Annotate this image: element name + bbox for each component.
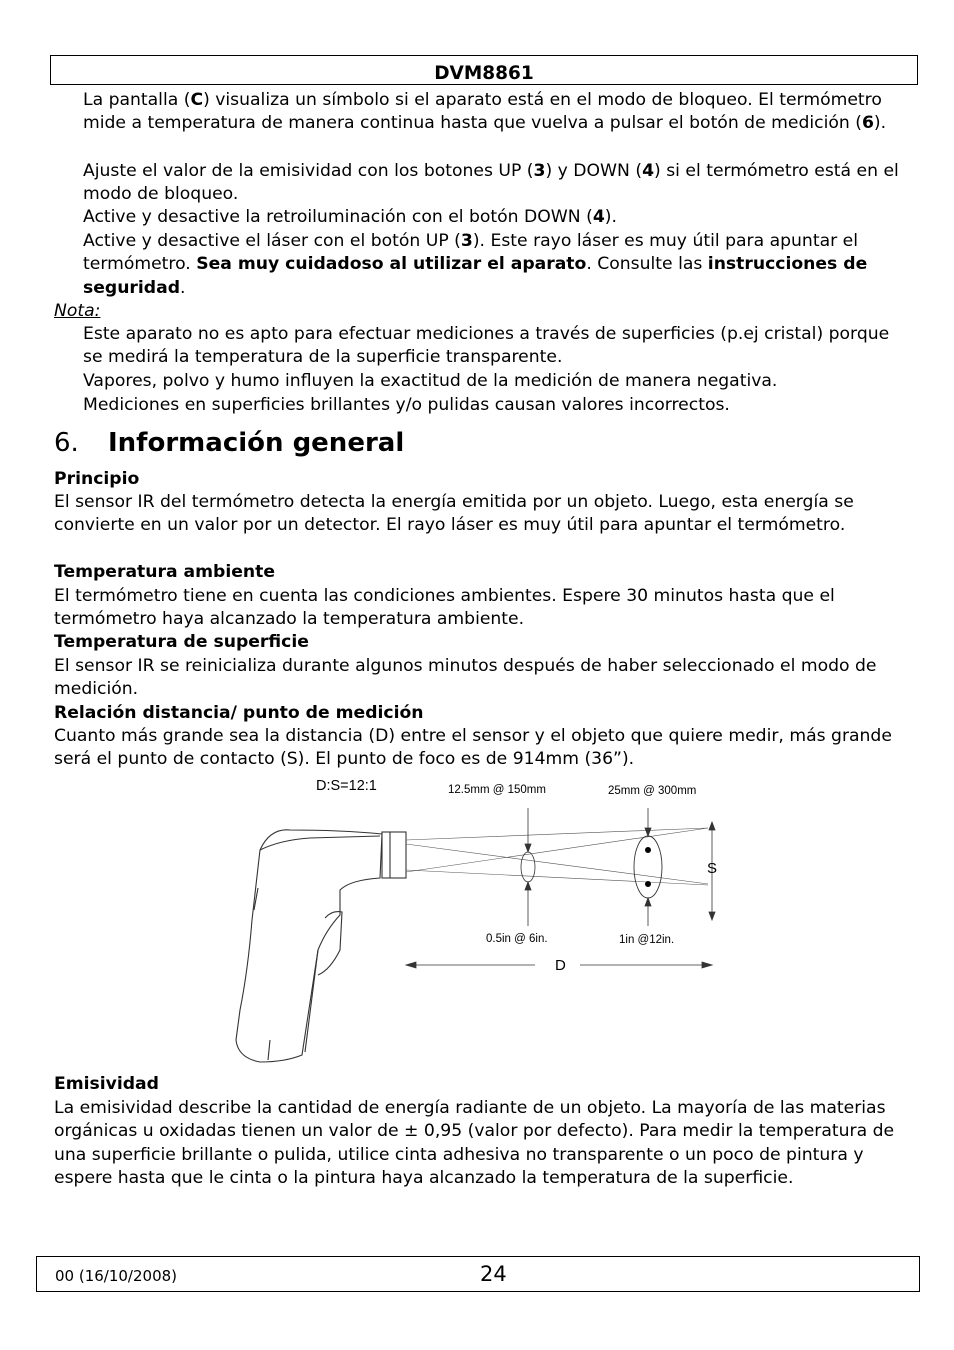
beam-lines — [406, 828, 708, 885]
text-emisividad: La emisividad describe la cantidad de energía radiante de un objeto. La mayoría de las materias orgánicas u oxidadas tienen un valor de ± 0,95 (valor por defecto). Para medir la temperatura de una superficie brillante o pulida, utilice cinta adhesiva no transparente o un poco de pintura y espere hasta que le cinta o la pintura haya alcanzado la temperatura de la superficie. — [54, 1098, 895, 1189]
spot-near-mm-label: 12.5mm @ 150mm — [448, 784, 546, 796]
model-title: DVM8861 — [434, 63, 534, 84]
paragraph-emissivity-adjust — [83, 160, 913, 207]
subheading-relacion: Relación distancia/ punto de medición — [54, 703, 424, 723]
section-number: 6. — [54, 428, 79, 458]
paragraph-backlight — [83, 206, 913, 229]
note-glass: Este aparato no es apto para efectuar mediciones a través de superficies (p.ej cristal) porque se medirá la temperatura de la superficie transparente. — [83, 324, 890, 368]
text-run: 6 — [861, 113, 874, 134]
spot-far-mm-label: 25mm @ 300mm — [608, 785, 697, 797]
text-run: Active y desactive la retroiluminación con el botón DOWN ( — [83, 207, 593, 227]
spot-near-in-label: 0.5in @ 6in. — [486, 933, 548, 945]
page-number: 24 — [480, 1262, 507, 1286]
subheading-superficie: Temperatura de superficie — [54, 632, 309, 652]
ratio-label: D:S=12:1 — [316, 778, 377, 794]
text-run: ). Este rayo láser es muy útil para apuntar el termómetro. — [83, 231, 858, 275]
text-run: 3 — [460, 231, 473, 251]
section-heading — [54, 427, 404, 459]
text-run: C — [190, 90, 204, 110]
subheading-emisividad: Emisividad — [54, 1074, 159, 1094]
note-vapors: Vapores, polvo y humo influyen la exactitud de la medición de manera negativa. — [83, 371, 778, 391]
s-label: S — [707, 860, 718, 877]
text-run: Ajuste el valor de la emisividad con los botones UP ( — [83, 161, 534, 181]
text-run: . Consulte las — [586, 254, 708, 275]
header-box — [50, 55, 918, 85]
text-superficie: El sensor IR se reinicializa durante algunos minutos después de haber seleccionado el modo de medición. — [54, 656, 877, 700]
text-run: 3 — [533, 161, 546, 181]
subheading-principio: Principio — [54, 469, 140, 489]
spot-ellipse-far — [634, 836, 662, 898]
spot-far-in-label: 1in @12in. — [619, 934, 675, 946]
text-run: Sea muy cuidadoso al utilizar el aparato — [196, 254, 587, 275]
text-run: ) visualiza un símbolo si el aparato está en el modo de bloqueo. El termómetro mide a temperatura de manera continua hasta que vuelva a pulsar el botón de medición ( — [83, 90, 882, 134]
paragraph-lock-mode — [83, 89, 913, 136]
paragraph-laser — [83, 230, 913, 300]
text-principio: El sensor IR del termómetro detecta la energía emitida por un objeto. Luego, esta energía se convierte en un valor por un detector. El rayo láser es muy útil para apuntar el termómetro. — [54, 492, 854, 536]
d-label: D — [555, 957, 566, 974]
spot-dot-bottom — [645, 881, 651, 887]
spot-dot-top — [645, 847, 651, 853]
spot-ellipse-near — [521, 852, 535, 882]
text-run: . — [180, 277, 186, 298]
text-run: ) y DOWN ( — [545, 161, 643, 181]
footer-box — [36, 1256, 920, 1292]
text-run: La pantalla ( — [83, 90, 191, 110]
subheading-ambiente: Temperatura ambiente — [54, 562, 276, 582]
text-run: instrucciones de seguridad — [83, 254, 868, 298]
text-ambiente: El termómetro tiene en cuenta las condiciones ambientes. Espere 30 minutos hasta que el termómetro haya alcanzado la temperatura ambiente. — [54, 586, 835, 630]
text-run: 4 — [592, 207, 605, 227]
text-run: Active y desactive el láser con el botón UP ( — [83, 231, 461, 251]
note-label: Nota: — [54, 301, 101, 321]
text-run: 4 — [642, 161, 655, 181]
text-relacion: Cuanto más grande sea la distancia (D) entre el sensor y el objeto que quiere medir, más grande será el punto de contacto (S). El punto de foco es de 914mm (36”). — [54, 726, 892, 770]
text-run: ). — [873, 113, 887, 134]
thermometer-icon — [236, 830, 406, 1062]
text-run: ) si el termómetro está en el modo de bloqueo. — [83, 161, 899, 205]
footer-date: 00 (16/10/2008) — [55, 1267, 178, 1285]
text-run: ). — [604, 207, 617, 227]
note-shiny: Mediciones en superficies brillantes y/o pulidas causan valores incorrectos. — [83, 395, 730, 415]
distance-spot-diagram — [230, 770, 730, 1070]
section-title: Información general — [108, 428, 405, 458]
